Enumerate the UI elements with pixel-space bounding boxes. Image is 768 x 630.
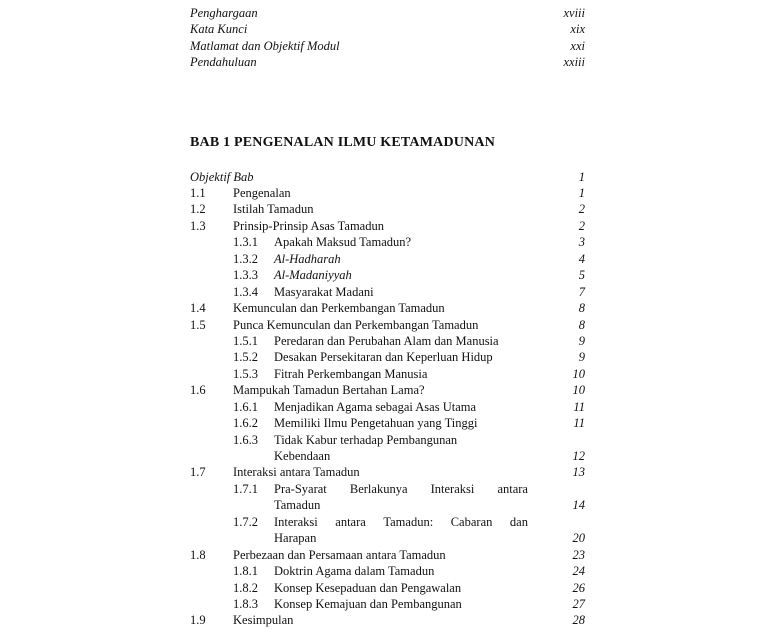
- toc-row: [0, 54, 768, 70]
- toc-row: [0, 251, 768, 267]
- toc-label: Matlamat dan Objektif Modul: [190, 39, 340, 53]
- subsection-title: [274, 514, 528, 530]
- toc-page: 7: [578, 285, 585, 299]
- toc-row: [0, 333, 768, 349]
- toc-label: Kata Kunci: [190, 22, 248, 36]
- subsection-number: 1.6.1: [233, 400, 258, 414]
- subsection-title: Konsep Kesepaduan dan Pengawalan: [274, 581, 462, 595]
- toc-row: [0, 366, 768, 382]
- section-title: Interaksi antara Tamadun: [233, 465, 360, 479]
- toc-page: 8: [578, 301, 585, 315]
- toc-page: 9: [578, 334, 585, 348]
- title-word: Berlakunya: [349, 482, 408, 496]
- toc-row: [0, 432, 768, 448]
- title-word: antara: [335, 515, 366, 529]
- subsection-title: [274, 481, 528, 497]
- subsection-number: 1.3.3: [233, 268, 258, 282]
- section-number: 1.7: [190, 465, 206, 479]
- toc-page: xxi: [570, 39, 585, 53]
- toc-row: [0, 415, 768, 431]
- toc-row: [0, 284, 768, 300]
- title-word: Interaksi: [430, 482, 475, 496]
- toc-row: [0, 563, 768, 579]
- toc-row: [0, 547, 768, 563]
- section-title: Perbezaan dan Persamaan antara Tamadun: [233, 548, 446, 562]
- toc-row: [0, 234, 768, 250]
- section-number: 1.2: [190, 202, 206, 216]
- title-word: antara: [497, 482, 528, 496]
- toc-row: [0, 580, 768, 596]
- toc-row: [0, 185, 768, 201]
- section-number: 1.8: [190, 548, 206, 562]
- toc-row: [0, 464, 768, 480]
- toc-page: 8: [578, 318, 585, 332]
- subsection-title: Konsep Kemajuan dan Pembangunan: [274, 597, 462, 611]
- toc-row: [0, 382, 768, 398]
- subsection-number: 1.6.3: [233, 433, 258, 447]
- subsection-number: 1.7.2: [233, 515, 258, 529]
- toc-row: [0, 317, 768, 333]
- subsection-number: 1.8.2: [233, 581, 258, 595]
- toc-row: [0, 481, 768, 497]
- section-number: 1.4: [190, 301, 206, 315]
- toc-row: [0, 514, 768, 530]
- toc-page: 10: [572, 383, 585, 397]
- toc-row: [0, 201, 768, 217]
- subsection-title: Doktrin Agama dalam Tamadun: [274, 564, 435, 578]
- toc-row: [0, 169, 768, 185]
- toc-row-continuation: [0, 448, 768, 464]
- subsection-number: 1.6.2: [233, 416, 258, 430]
- section-title: Kemunculan dan Perkembangan Tamadun: [233, 301, 445, 315]
- section-number: 1.3: [190, 219, 206, 233]
- toc-label: Objektif Bab: [190, 170, 254, 184]
- section-title: Istilah Tamadun: [233, 202, 314, 216]
- subsection-title: Harapan: [274, 531, 317, 545]
- toc-page: 13: [572, 465, 585, 479]
- toc-page: 26: [572, 581, 585, 595]
- toc-label: Pendahuluan: [190, 55, 257, 69]
- subsection-number: 1.5.1: [233, 334, 258, 348]
- toc-page: 11: [573, 400, 585, 414]
- section-number: 1.9: [190, 613, 206, 627]
- section-number: 1.6: [190, 383, 206, 397]
- subsection-number: 1.3.4: [233, 285, 258, 299]
- toc-page: 27: [572, 597, 585, 611]
- subsection-number: 1.3.2: [233, 252, 258, 266]
- toc-page: 1: [578, 170, 585, 184]
- toc-page: 23: [572, 548, 585, 562]
- toc-row: [0, 218, 768, 234]
- toc-row: [0, 267, 768, 283]
- section-title: Mampukah Tamadun Bertahan Lama?: [233, 383, 425, 397]
- toc-row: [0, 5, 768, 21]
- subsection-title: Tidak Kabur terhadap Pembangunan: [274, 433, 458, 447]
- subsection-number: 1.8.1: [233, 564, 258, 578]
- section-title: Prinsip-Prinsip Asas Tamadun: [233, 219, 384, 233]
- toc-page: 9: [578, 350, 585, 364]
- toc-row: [0, 596, 768, 612]
- toc-page: 4: [578, 252, 585, 266]
- subsection-title: Menjadikan Agama sebagai Asas Utama: [274, 400, 477, 414]
- subsection-title: Peredaran dan Perubahan Alam dan Manusia: [274, 334, 499, 348]
- subsection-title: Al-Madaniyyah: [274, 268, 352, 282]
- subsection-number: 1.5.3: [233, 367, 258, 381]
- toc-row: [0, 399, 768, 415]
- toc-page: 14: [572, 498, 585, 512]
- toc-page: xxiii: [563, 55, 585, 69]
- toc-page: 20: [572, 531, 585, 545]
- title-word: Pra-Syarat: [274, 482, 327, 496]
- toc-page: 5: [578, 268, 585, 282]
- toc-page: 24: [572, 564, 585, 578]
- toc-page: xix: [570, 22, 585, 36]
- toc-row-continuation: [0, 497, 768, 513]
- subsection-title: Fitrah Perkembangan Manusia: [274, 367, 428, 381]
- toc-page: 10: [572, 367, 585, 381]
- subsection-title: Kebendaan: [274, 449, 331, 463]
- subsection-title: Tamadun: [274, 498, 321, 512]
- subsection-title: Al-Hadharah: [274, 252, 341, 266]
- toc-row: [0, 300, 768, 316]
- toc-label: Penghargaan: [190, 6, 258, 20]
- toc-row: [0, 612, 768, 628]
- section-title: Kesimpulan: [233, 613, 294, 627]
- toc-page: 2: [578, 202, 585, 216]
- section-number: 1.1: [190, 186, 206, 200]
- toc-row: [0, 349, 768, 365]
- toc-row: [0, 21, 768, 37]
- toc-row: [0, 38, 768, 54]
- title-word: dan: [509, 515, 528, 529]
- subsection-title: Masyarakat Madani: [274, 285, 374, 299]
- section-title: Pengenalan: [233, 186, 291, 200]
- title-word: Tamadun:: [383, 515, 434, 529]
- toc-row-continuation: [0, 530, 768, 546]
- subsection-title: Memiliki Ilmu Pengetahuan yang Tinggi: [274, 416, 478, 430]
- toc-page: 12: [572, 449, 585, 463]
- toc-page: 28: [572, 613, 585, 627]
- section-title: Punca Kemunculan dan Perkembangan Tamadun: [233, 318, 479, 332]
- subsection-title: Apakah Maksud Tamadun?: [274, 235, 412, 249]
- toc-page: xviii: [563, 6, 585, 20]
- chapter-heading: BAB 1 PENGENALAN ILMU KETAMADUNAN: [190, 135, 496, 150]
- subsection-number: 1.5.2: [233, 350, 258, 364]
- subsection-title: Desakan Persekitaran dan Keperluan Hidup: [274, 350, 493, 364]
- title-word: Interaksi: [274, 515, 318, 529]
- toc-page: 3: [578, 235, 585, 249]
- subsection-number: 1.7.1: [233, 482, 258, 496]
- title-word: Cabaran: [450, 515, 493, 529]
- toc-page: 2: [578, 219, 585, 233]
- subsection-number: 1.3.1: [233, 235, 258, 249]
- subsection-number: 1.8.3: [233, 597, 258, 611]
- toc-page: 11: [573, 416, 585, 430]
- section-number: 1.5: [190, 318, 206, 332]
- toc-page: 1: [578, 186, 585, 200]
